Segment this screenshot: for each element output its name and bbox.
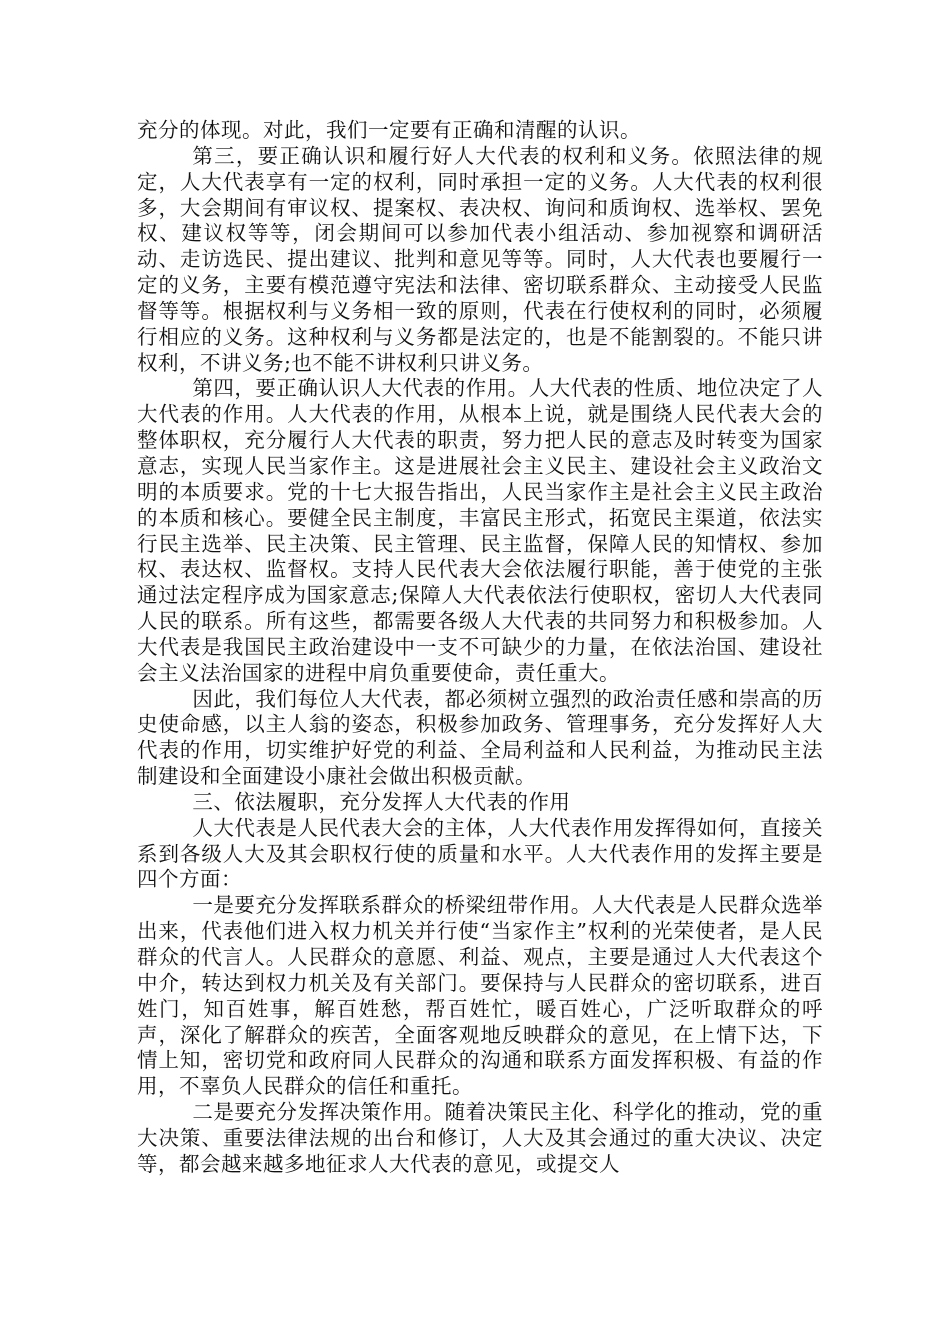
section-heading: 三、依法履职，充分发挥人大代表的作用 [192, 789, 571, 814]
document-page [137, 118, 823, 1178]
paragraph-2: 第三，要正确认识和履行好人大代表的权利和义务。依照法律的规定，人大代表享有一定的权利，同时承担一定的义务。人大代表的权利很多，大会期间有审议权、提案权、表决权、询问和质询权、选举权、罢免权、建议权等等，闭会期间可以参加代表小组活动、参加视察和调研活动、走访选民、提出建议、批判和意见等等。同时，人大代表也要履行一定的义务，主要有模范遵守宪法和法律、密切联系群众、主动接受人民监督等等。根据权利与义务相一致的原则，代表在行使权利的同时，必须履行相应的义务。这种权利与义务都是法定的，也是不能割裂的。不能只讲权利，不讲义务;也不能不讲权利只讲义务。 [137, 143, 823, 375]
paragraph-7: 二是要充分发挥决策作用。随着决策民主化、科学化的推动，党的重大决策、重要法律法规的出台和修订，人大及其会通过的重大决议、决定等，都会越来越多地征求人大代表的意见，或提交人 [137, 1100, 823, 1176]
paragraph-1: 充分的体现。对此，我们一定要有正确和清醒的认识。 [137, 118, 641, 142]
paragraph-4: 因此，我们每位人大代表，都必须树立强烈的政治责任感和崇高的历史使命感，以主人翁的姿态，积极参加政务、管理事务，充分发挥好人大代表的作用，切实维护好党的利益、全局利益和人民利益，为推动民主法制建设和全面建设小康社会做出积极贡献。 [137, 686, 823, 789]
paragraph-3: 第四，要正确认识人大代表的作用。人大代表的性质、地位决定了人大代表的作用。人大代表的作用，从根本上说，就是围绕人民代表大会的整体职权，充分履行人大代表的职责，努力把人民的意志及时转变为国家意志，实现人民当家作主。这是进展社会主义民主、建设社会主义政治文明的本质要求。党的十七大报告指出，人民当家作主是社会主义民主政治的本质和核心。要健全民主制度，丰富民主形式，拓宽民主渠道，依法实行民主选举、民主决策、民主管理、民主监督，保障人民的知情权、参加权、表达权、监督权。支持人民代表大会依法履行职能，善于使党的主张通过法定程序成为国家意志;保障人大代表依法行使职权，密切人大代表同人民的联系。所有这些，都需要各级人大代表的共同努力和积极参加。人大代表是我国民主政治建设中一支不可缺少的力量，在依法治国、建设社会主义法治国家的进程中肩负重要使命，责任重大。 [137, 376, 823, 685]
paragraph-5: 人大代表是人民代表大会的主体，人大代表作用发挥得如何，直接关系到各级人大及其会职权行使的质量和水平。人大代表作用的发挥主要是四个方面： [137, 815, 823, 892]
paragraph-6: 一是要充分发挥联系群众的桥梁纽带作用。人大代表是人民群众选举出来，代表他们进入权力机关并行使“当家作主”权利的光荣使者，是人民群众的代言人。人民群众的意愿、利益、观点，主要是通过人大代表这个中介，转达到权力机关及有关部门。要保持与人民群众的密切联系，进百姓门，知百姓事，解百姓愁，帮百姓忙，暖百姓心，广泛听取群众的呼声，深化了解群众的疾苦，全面客观地反映群众的意见，在上情下达，下情上知，密切党和政府同人民群众的沟通和联系方面发挥积极、有益的作用，不辜负人民群众的信任和重托。 [137, 893, 823, 1099]
